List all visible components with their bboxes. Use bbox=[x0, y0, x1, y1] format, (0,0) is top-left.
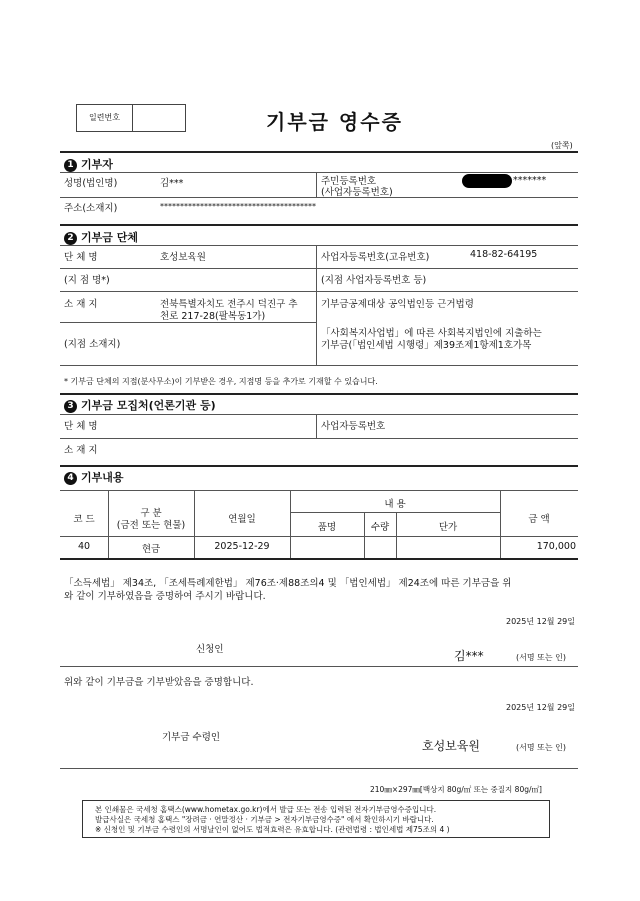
certification-text-2: 와 같이 기부하였음을 증명하여 주시기 바랍니다. bbox=[64, 591, 266, 602]
recipient-sign: (서명 또는 인) bbox=[516, 743, 566, 752]
divider bbox=[60, 197, 578, 198]
col-item-header: 품명 bbox=[317, 522, 337, 533]
col-type-header-2: (금전 또는 현물) bbox=[116, 520, 186, 531]
recipient-label: 기부금 수령인 bbox=[162, 732, 221, 743]
donor-id-label-1: 주민등록번호 bbox=[321, 176, 377, 187]
org-legal-basis-label: 기부금공제대상 공익법인등 근거법령 bbox=[321, 299, 474, 310]
notice-box bbox=[82, 800, 550, 838]
collector-location-label: 소 재 지 bbox=[64, 445, 98, 456]
org-branch-label: (지 점 명*) bbox=[64, 275, 110, 286]
divider bbox=[316, 172, 317, 197]
col-unit-price-header: 단가 bbox=[438, 522, 458, 533]
applicant-label: 신청인 bbox=[196, 644, 224, 655]
divider bbox=[60, 172, 578, 173]
donor-name-value: 김*** bbox=[160, 178, 184, 189]
section-border bbox=[60, 393, 578, 395]
org-branch-bizno-label: (지점 사업자등록번호 등) bbox=[321, 275, 427, 286]
applicant-name: 김*** bbox=[454, 649, 484, 663]
col-qty-header: 수량 bbox=[370, 522, 390, 533]
serial-number-label: 일련번호 bbox=[77, 105, 133, 131]
donor-address-value: *************************************** bbox=[160, 202, 316, 211]
org-location-value-1: 전북특별자치도 전주시 덕진구 추 bbox=[160, 299, 298, 310]
divider bbox=[316, 414, 317, 438]
section-border bbox=[60, 465, 578, 467]
certification-text-1: 「소득세법」 제34조, 「조세특례제한법」 제76조·제88조의4 및 「법인세법」 제24조에 따른 기부금을 위 bbox=[64, 578, 512, 589]
divider bbox=[60, 666, 578, 667]
divider bbox=[316, 245, 317, 365]
redaction-mark bbox=[462, 174, 512, 188]
divider bbox=[60, 245, 578, 246]
donor-address-label: 주소(소재지) bbox=[64, 203, 118, 214]
row-type: 현금 bbox=[141, 544, 161, 555]
section-border bbox=[60, 224, 578, 226]
divider bbox=[60, 536, 578, 537]
collector-bizno-label: 사업자등록번호 bbox=[321, 421, 386, 432]
divider bbox=[60, 768, 578, 769]
receipt-text: 위와 같이 기부금을 기부받았음을 증명합니다. bbox=[64, 677, 254, 688]
divider bbox=[60, 365, 578, 366]
serial-number-box bbox=[76, 104, 186, 132]
document-title: 기부금 영수증 bbox=[266, 110, 403, 134]
collector-name-label: 단 체 명 bbox=[64, 421, 98, 432]
row-amount: 170,000 bbox=[536, 541, 576, 552]
row-date: 2025-12-29 bbox=[214, 541, 270, 552]
side-note: (앞쪽) bbox=[551, 141, 573, 150]
org-legal-basis-2: 기부금(「법인세법 시행령」제39조제1항제1호가목 bbox=[321, 340, 532, 351]
certification-date-1: 2025년 12월 29일 bbox=[506, 617, 575, 626]
section-details-title: 4 기부내용 bbox=[64, 469, 124, 485]
section-donor-title: 1 기부자 bbox=[64, 156, 113, 172]
notice-line-3: ※ 신청인 및 기부금 수령인의 서명날인이 없어도 법적효력은 유효합니다. (관련법령 : 법인세법 제75조의 4 ) bbox=[95, 825, 450, 834]
divider bbox=[60, 438, 578, 439]
top-border bbox=[60, 151, 578, 153]
certification-date-2: 2025년 12월 29일 bbox=[506, 703, 575, 712]
paper-spec: 210㎜×297㎜[백상지 80g/㎡ 또는 중질지 80g/㎡] bbox=[370, 785, 542, 794]
section-number: 1 bbox=[64, 159, 77, 172]
divider bbox=[60, 268, 578, 269]
org-location-label: 소 재 지 bbox=[64, 299, 98, 310]
section-number: 3 bbox=[64, 400, 77, 413]
col-content-header: 내 용 bbox=[384, 499, 406, 510]
col-date-header: 연월일 bbox=[228, 514, 256, 525]
org-location-value-2: 천로 217-28(팔복동1가) bbox=[160, 311, 266, 322]
org-bizno-label: 사업자등록번호(고유번호) bbox=[321, 252, 430, 263]
org-bizno-value: 418-82-64195 bbox=[470, 249, 538, 260]
col-type-header-1: 구 분 bbox=[140, 508, 162, 519]
divider bbox=[60, 291, 578, 292]
section-collector-title: 3 기부금 모집처(언론기관 등) bbox=[64, 397, 216, 413]
donor-name-label: 성명(법인명) bbox=[64, 178, 118, 189]
divider bbox=[60, 322, 316, 323]
org-legal-basis-1: 「사회복지사업법」에 따른 사회복지법인에 지출하는 bbox=[321, 328, 542, 339]
section-number: 2 bbox=[64, 232, 77, 245]
donor-id-value: ******* bbox=[513, 175, 547, 186]
applicant-sign: (서명 또는 인) bbox=[516, 653, 566, 662]
section-border bbox=[60, 558, 578, 560]
org-name-value: 호성보육원 bbox=[160, 252, 206, 263]
divider bbox=[60, 414, 578, 415]
org-footnote: * 기부금 단체의 지점(분사무소)이 기부받은 경우, 지점명 등을 추가로 기재할 수 있습니다. bbox=[64, 377, 378, 386]
notice-line-2: 발급사실은 국세청 홈택스 "장려금 · 연말정산 · 기부금 > 전자기부금영수증" 에서 확인하시기 바랍니다. bbox=[95, 815, 434, 824]
col-amount-header: 금 액 bbox=[528, 514, 550, 525]
recipient-name: 호성보육원 bbox=[422, 739, 480, 753]
org-name-label: 단 체 명 bbox=[64, 252, 98, 263]
org-branch-location-label: (지점 소재지) bbox=[64, 339, 121, 350]
donor-id-label-2: (사업자등록번호) bbox=[321, 187, 393, 198]
divider bbox=[290, 512, 500, 513]
section-org-title: 2 기부금 단체 bbox=[64, 229, 138, 245]
notice-line-1: 본 인쇄물은 국세청 홈택스(www.hometax.go.kr)에서 발급 또는 전송 입력된 전자기부금영수증입니다. bbox=[95, 805, 437, 814]
row-code: 40 bbox=[77, 541, 91, 552]
section-number: 4 bbox=[64, 472, 77, 485]
col-code-header: 코 드 bbox=[73, 514, 95, 525]
